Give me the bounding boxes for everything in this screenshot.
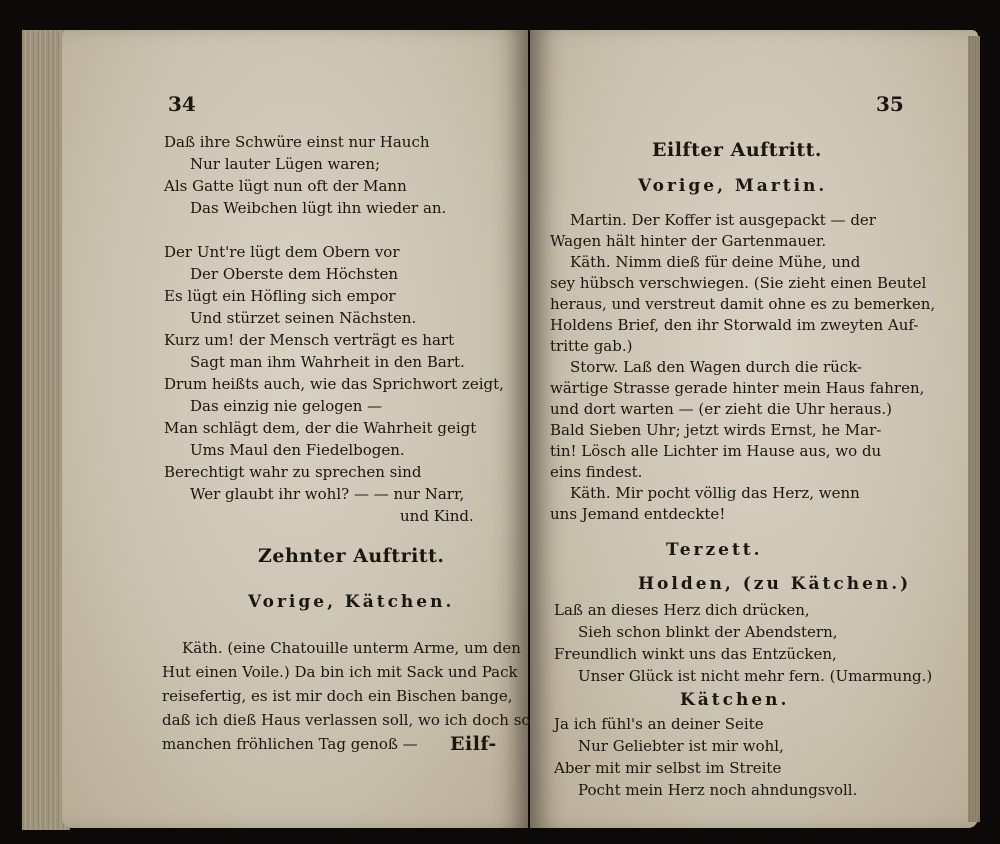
verse-line: Man schlägt dem, der die Wahrheit geigt [164,419,477,437]
prose-line: Martin. Der Koffer ist ausgepackt — der [570,211,876,229]
prose-line: und dort warten — (er zieht die Uhr heraus.) [550,400,892,418]
scene-characters: Vorige, Kätchen. [248,592,455,612]
verse-line: Es lügt ein Höfling sich empor [164,287,396,305]
scene-title: Zehnter Auftritt. [258,545,445,567]
verse-line: Daß ihre Schwüre einst nur Hauch [164,133,430,151]
prose-line: reisefertig, es ist mir doch ein Bischen bange, [162,687,513,705]
catchword: Eilf- [450,733,497,755]
prose-line: Käth. (eine Chatouille unterm Arme, um den [182,639,521,657]
prose-line: tritte gab.) [550,337,633,355]
prose-line: Käth. Nimm dieß für deine Mühe, und [570,253,861,271]
prose-line: sey hübsch verschwiegen. (Sie zieht einen Beutel [550,274,927,292]
page-number-left: 34 [168,92,196,116]
verse-line: Kurz um! der Mensch verträgt es hart [164,331,455,349]
book-edge-right [968,36,980,822]
prose-line: Storw. Laß den Wagen durch die rück- [570,358,863,376]
prose-line: Bald Sieben Uhr; jetzt wirds Ernst, he Mar- [550,421,882,439]
prose-line: Holdens Brief, den ihr Storwald im zweyten Auf- [550,316,919,334]
verse-line: Pocht mein Herz noch ahndungsvoll. [578,781,858,799]
verse-line: Sieh schon blinkt der Abendstern, [578,623,838,641]
scene-title: Eilfter Auftritt. [652,139,822,161]
speaker-label-holden: Holden, (zu Kätchen.) [638,574,912,594]
verse-line: Nur Geliebter ist mir wohl, [578,737,784,755]
verse-line: Unser Glück ist nicht mehr fern. (Umarmung.) [578,667,933,685]
prose-line: manchen fröhlichen Tag genoß — [162,735,418,753]
prose-line: uns Jemand entdeckte! [550,505,726,523]
verse-line: und Kind. [400,507,474,525]
verse-line: Wer glaubt ihr wohl? — — nur Narr, [190,485,465,503]
left-page [62,30,531,828]
prose-line: Hut einen Voile.) Da bin ich mit Sack und Pack [162,663,518,681]
verse-line: Aber mit mir selbst im Streite [554,759,782,777]
verse-line: Ums Maul den Fiedelbogen. [190,441,405,459]
prose-line: heraus, und verstreut damit ohne es zu bemerken, [550,295,936,313]
verse-line: Laß an dieses Herz dich drücken, [554,601,810,619]
prose-line: daß ich dieß Haus verlassen soll, wo ich doch so [162,711,531,729]
prose-line: tin! Lösch alle Lichter im Hause aus, wo du [550,442,882,460]
verse-line: Sagt man ihm Wahrheit in den Bart. [190,353,465,371]
verse-line: Berechtigt wahr zu sprechen sind [164,463,422,481]
scene-characters: Vorige, Martin. [638,176,828,196]
prose-line: Wagen hält hinter der Gartenmauer. [550,232,827,250]
speaker-label-kaetchen: Kätchen. [680,690,790,710]
verse-line: Der Oberste dem Höchsten [190,265,399,283]
terzett-title: Terzett. [666,540,763,560]
page-number-right: 35 [876,92,904,116]
prose-line: wärtige Strasse gerade hinter mein Haus fahren, [550,379,925,397]
verse-line: Ja ich fühl's an deiner Seite [554,715,764,733]
verse-line: Freundlich winkt uns das Entzücken, [554,645,837,663]
prose-line: Käth. Mir pocht völlig das Herz, wenn [570,484,860,502]
verse-line: Und stürzet seinen Nächsten. [190,309,417,327]
prose-line: eins findest. [550,463,643,481]
right-page [530,30,978,828]
verse-line: Nur lauter Lügen waren; [190,155,381,173]
verse-line: Der Unt're lügt dem Obern vor [164,243,400,261]
verse-line: Als Gatte lügt nun oft der Mann [164,177,407,195]
verse-line: Drum heißts auch, wie das Sprichwort zeigt, [164,375,504,393]
verse-line: Das Weibchen lügt ihn wieder an. [190,199,447,217]
verse-line: Das einzig nie gelogen — [190,397,383,415]
